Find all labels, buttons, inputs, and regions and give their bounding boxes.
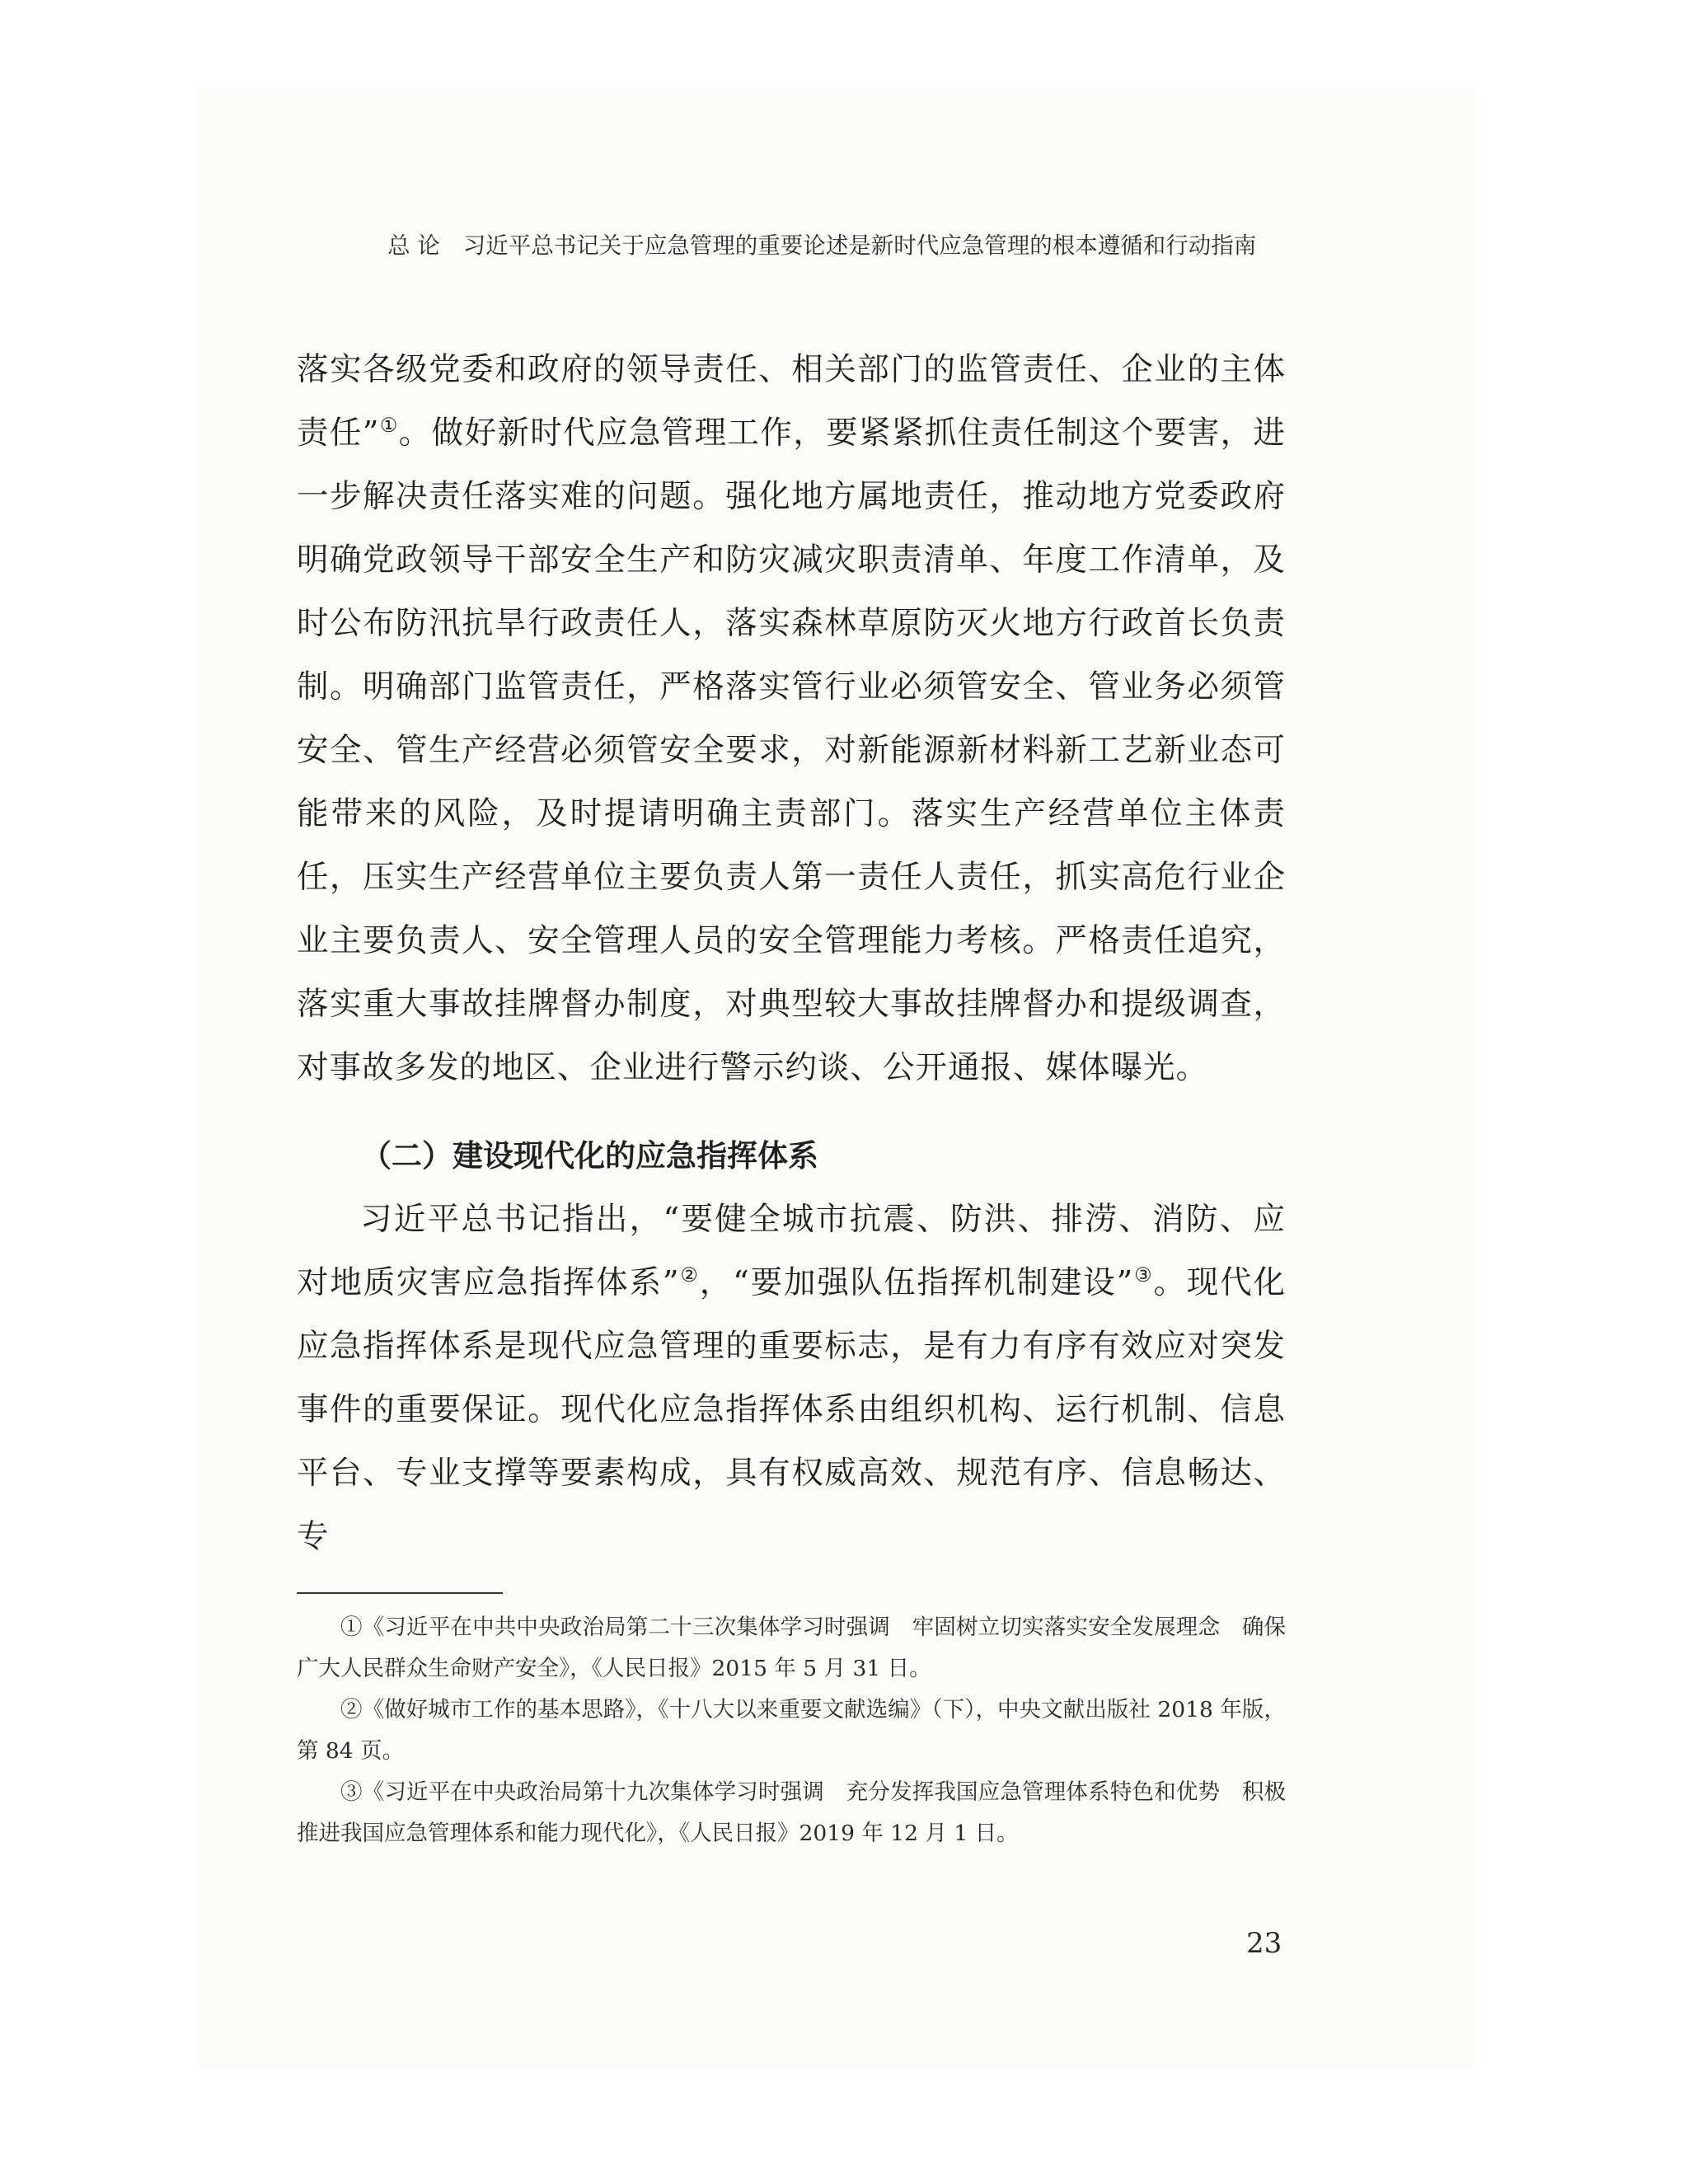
running-header — [387, 229, 1286, 262]
footnote-ref-2: ② — [679, 1263, 700, 1287]
header-title: 习近平总书记关于应急管理的重要论述是新时代应急管理的根本遵循和行动指南 — [462, 232, 1257, 259]
paragraph-2 — [297, 1188, 1286, 1568]
section-heading: （二）建设现代化的应急指挥体系 — [361, 1138, 818, 1174]
body-text — [297, 338, 1286, 1568]
footnotes — [297, 1607, 1286, 1854]
footnote-3: ③《习近平在中央政治局第十九次集体学习时强调 充分发挥我国应急管理体系特色和优势 积极推进我国应急管理体系和能力现代化》，《人民日报》2019 年 12 月 1 日。 — [297, 1779, 1286, 1846]
footnote-ref-3: ③ — [1133, 1263, 1154, 1287]
footnote-2: ②《做好城市工作的基本思路》，《十八大以来重要文献选编》（下），中央文献出版社 2018 年版，第 84 页。 — [297, 1697, 1286, 1764]
paragraph-2-text-c: 。现代化应急指挥体系是现代应急管理的重要标志，是有力有序有效应对突发事件的重要保证。现代化应急指挥体系由组织机构、运行机制、信息平台、专业支撑等要素构成，具有权威高效、规范有序、信息畅达、专 — [297, 1264, 1286, 1555]
paragraph-1-text-a: 落实各级党委和政府的领导责任、相关部门的监管责任、企业的主体责任” — [297, 351, 1286, 452]
page-number: 23 — [1246, 1927, 1282, 1960]
paragraph-2-text-b: ，“要加强队伍指挥机制建设” — [699, 1264, 1134, 1301]
paragraph-1 — [297, 338, 1286, 1099]
header-chapter: 总 论 — [387, 232, 440, 259]
footnote-1: ①《习近平在中共中央政治局第二十三次集体学习时强调 牢固树立切实落实安全发展理念 确保广大人民群众生命财产安全》，《人民日报》2015 年 5 月 31 日。 — [297, 1615, 1286, 1681]
footnote-ref-1: ① — [379, 414, 399, 438]
paragraph-1-text-b: 。做好新时代应急管理工作，要紧紧抓住责任制这个要害，进一步解决责任落实难的问题。强化地方属地责任，推动地方党委政府明确党政领导干部安全生产和防灾减灾职责清单、年度工作清单，及时公布防汛抗旱行政责任人，落实森林草原防灭火地方行政首长负责制。明确部门监管责任，严格落实管行业必须管安全、管业务必须管安全、管生产经营必须管安全要求，对新能源新材料新工艺新业态可能带来的风险，及时提请明确主责部门。落实生产经营单位主体责任，压实生产经营单位主要负责人第一责任人责任，抓实高危行业企业主要负责人、安全管理人员的安全管理能力考核。严格责任追究，落实重大事故挂牌督办制度，对典型较大事故挂牌督办和提级调查，对事故多发的地区、企业进行警示约谈、公开通报、媒体曝光。 — [297, 415, 1286, 1086]
footnote-divider — [297, 1592, 503, 1594]
paragraph-2-text-a: 习近平总书记指出，“要健全城市抗震、防洪、排涝、消防、应对地质灾害应急指挥体系” — [297, 1201, 1286, 1301]
